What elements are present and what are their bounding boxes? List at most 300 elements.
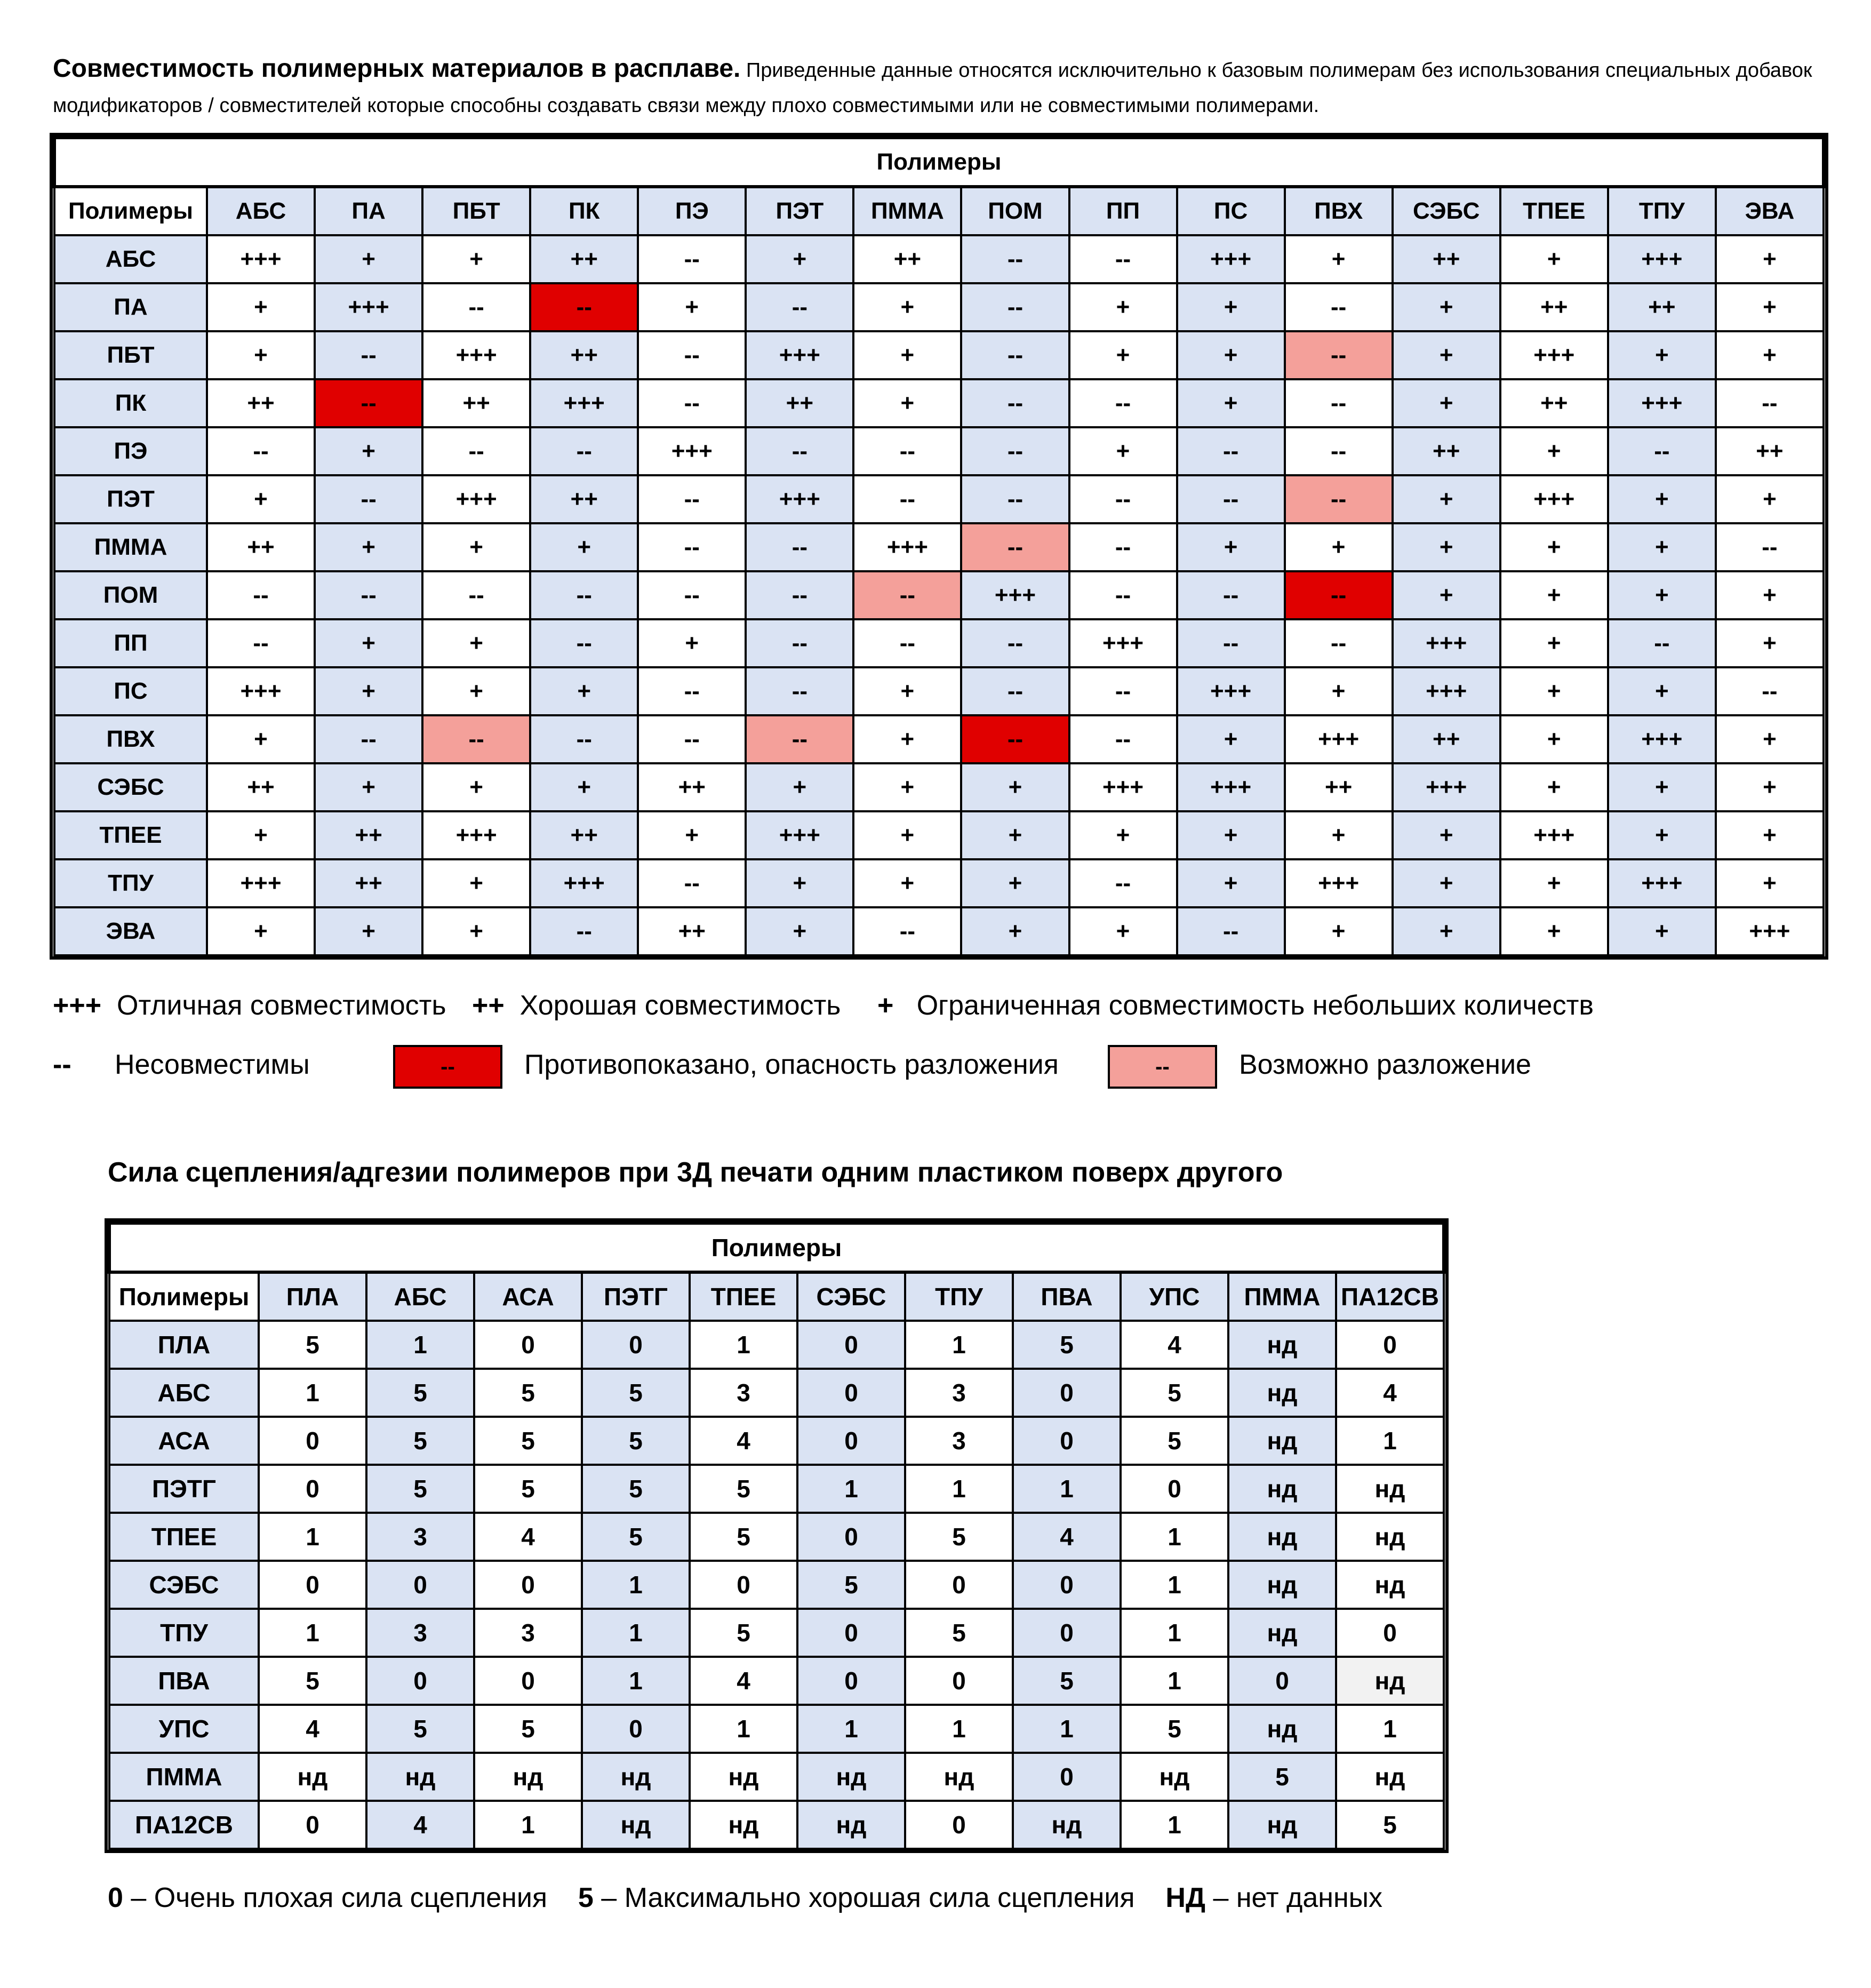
compat-column-header: ПЭТ (746, 187, 853, 235)
table-row (109, 1417, 1444, 1465)
compat-column-header: ЭВА (1716, 187, 1824, 235)
table-cell: + (207, 475, 315, 523)
compat-column-header: ПБТ (422, 187, 530, 235)
table-cell: 5 (1013, 1657, 1121, 1705)
table-cell: + (961, 811, 1069, 859)
table-cell: + (315, 523, 422, 571)
table-cell: 0 (474, 1657, 582, 1705)
table-cell: -- (1716, 523, 1824, 571)
table-cell: + (1500, 571, 1608, 619)
table-cell: -- (530, 571, 638, 619)
table-cell: + (530, 763, 638, 811)
table-row (54, 379, 1824, 427)
table-cell: 4 (259, 1705, 366, 1753)
compat-row-header: ПП (54, 619, 207, 667)
table-cell: 0 (474, 1321, 582, 1369)
table-cell: 0 (259, 1417, 366, 1465)
compat-caption: Полимеры (54, 138, 1824, 187)
table-cell: -- (1069, 235, 1177, 283)
table-cell: -- (853, 571, 961, 619)
table-cell: -- (746, 619, 853, 667)
table-cell: +++ (1069, 619, 1177, 667)
legend-row-2 (53, 1049, 71, 1081)
table-cell: 0 (259, 1465, 366, 1513)
compat-row-header: ПВХ (54, 715, 207, 763)
table-cell: 0 (1336, 1321, 1444, 1369)
table-cell: 5 (259, 1657, 366, 1705)
table-cell: +++ (1177, 667, 1285, 715)
adhesion-legend-5-symbol: 5 (578, 1882, 594, 1913)
adhesion-column-header: ТПУ (905, 1272, 1013, 1321)
adhesion-corner-header: Полимеры (109, 1272, 259, 1321)
table-cell: 1 (259, 1609, 366, 1657)
table-cell: 0 (905, 1801, 1013, 1849)
table-cell: нд (1228, 1417, 1336, 1465)
table-cell: нд (582, 1801, 690, 1849)
table-cell: -- (315, 331, 422, 379)
table-cell: + (530, 667, 638, 715)
table-cell: -- (961, 523, 1069, 571)
table-cell: нд (259, 1753, 366, 1801)
table-cell: ++ (530, 235, 638, 283)
table-cell: + (422, 619, 530, 667)
adhesion-row-header: АСА (109, 1417, 259, 1465)
compat-column-header: АБС (207, 187, 315, 235)
legend-danger (524, 1049, 1059, 1081)
table-cell: 5 (259, 1321, 366, 1369)
table-cell: 5 (905, 1609, 1013, 1657)
table-row (54, 523, 1824, 571)
adhesion-column-header: АБС (366, 1272, 474, 1321)
table-cell: + (1393, 811, 1500, 859)
table-cell: -- (530, 283, 638, 331)
table-cell: 0 (905, 1561, 1013, 1609)
table-cell: 1 (366, 1321, 474, 1369)
table-cell: 3 (366, 1513, 474, 1561)
table-cell: 3 (366, 1609, 474, 1657)
table-cell: + (1500, 667, 1608, 715)
table-cell: + (207, 331, 315, 379)
table-cell: + (1177, 283, 1285, 331)
legend-row-1 (53, 989, 446, 1021)
compat-column-header: ТПУ (1608, 187, 1716, 235)
compat-row-header: ПК (54, 379, 207, 427)
table-cell: -- (1069, 715, 1177, 763)
table-cell: -- (530, 907, 638, 955)
table-cell: ++ (530, 475, 638, 523)
adhesion-row-header: ПЭТГ (109, 1465, 259, 1513)
table-cell: нд (1228, 1321, 1336, 1369)
table-cell: нд (1228, 1561, 1336, 1609)
table-cell: + (1500, 715, 1608, 763)
table-cell: нд (1336, 1513, 1444, 1561)
table-row (109, 1609, 1444, 1657)
table-cell: + (422, 235, 530, 283)
table-row (54, 667, 1824, 715)
compat-table (53, 136, 1825, 956)
table-cell: + (1716, 331, 1824, 379)
table-cell: 1 (690, 1321, 797, 1369)
table-cell: + (1069, 427, 1177, 475)
table-row (54, 619, 1824, 667)
table-cell: 5 (366, 1465, 474, 1513)
legend-good-text: Хорошая совместимость (519, 990, 841, 1021)
table-cell: +++ (207, 859, 315, 907)
adhesion-row-header: ПВА (109, 1657, 259, 1705)
compat-column-header: ПММА (853, 187, 961, 235)
table-cell: + (1393, 379, 1500, 427)
table-cell: + (1177, 715, 1285, 763)
table-cell: -- (1177, 571, 1285, 619)
table-cell: 4 (1121, 1321, 1228, 1369)
table-cell: +++ (1608, 235, 1716, 283)
adhesion-legend-0-text: – Очень плохая сила сцепления (123, 1882, 548, 1913)
table-cell: 4 (366, 1801, 474, 1849)
table-cell: 1 (1013, 1465, 1121, 1513)
table-cell: + (1500, 523, 1608, 571)
table-cell: 0 (1013, 1369, 1121, 1417)
table-cell: + (422, 763, 530, 811)
adhesion-row-header: ТПУ (109, 1609, 259, 1657)
adhesion-column-header: ПА12СВ (1336, 1272, 1444, 1321)
table-row (54, 859, 1824, 907)
table-cell: 4 (690, 1657, 797, 1705)
table-cell: -- (1177, 475, 1285, 523)
table-row (109, 1753, 1444, 1801)
compat-row-header: ПС (54, 667, 207, 715)
table-cell: ++ (207, 763, 315, 811)
compat-column-header: ПП (1069, 187, 1177, 235)
adhesion-row-header: ПА12СВ (109, 1801, 259, 1849)
table-cell: + (422, 907, 530, 955)
table-cell: 0 (797, 1369, 905, 1417)
table-cell: 1 (474, 1801, 582, 1849)
table-cell: -- (961, 715, 1069, 763)
table-row (54, 715, 1824, 763)
table-row (54, 331, 1824, 379)
table-cell: 1 (797, 1705, 905, 1753)
table-cell: 0 (1336, 1609, 1444, 1657)
table-cell: + (1177, 379, 1285, 427)
table-cell: 1 (1336, 1417, 1444, 1465)
legend-possible (1239, 1049, 1531, 1081)
table-cell: -- (422, 571, 530, 619)
table-cell: -- (961, 379, 1069, 427)
table-cell: -- (315, 715, 422, 763)
table-cell: +++ (422, 331, 530, 379)
table-cell: + (1393, 283, 1500, 331)
table-cell: + (853, 283, 961, 331)
table-cell: нд (797, 1753, 905, 1801)
table-cell: 0 (259, 1801, 366, 1849)
table-cell: + (1608, 907, 1716, 955)
table-cell: 5 (1121, 1705, 1228, 1753)
table-row (109, 1465, 1444, 1513)
table-cell: нд (905, 1753, 1013, 1801)
table-cell: -- (1608, 619, 1716, 667)
table-row (54, 571, 1824, 619)
table-cell: -- (1177, 619, 1285, 667)
table-cell: нд (1228, 1465, 1336, 1513)
table-cell: -- (746, 283, 853, 331)
compat-row-header: ПЭТ (54, 475, 207, 523)
table-row (54, 907, 1824, 955)
table-cell: ++ (315, 859, 422, 907)
table-cell: 1 (690, 1705, 797, 1753)
table-cell: 1 (582, 1657, 690, 1705)
table-cell: 1 (259, 1369, 366, 1417)
table-cell: 5 (474, 1369, 582, 1417)
compat-column-header: СЭБС (1393, 187, 1500, 235)
table-cell: +++ (961, 571, 1069, 619)
table-cell: 1 (259, 1513, 366, 1561)
table-cell: 1 (797, 1465, 905, 1513)
table-cell: 5 (582, 1369, 690, 1417)
table-cell: нд (582, 1753, 690, 1801)
table-cell: 5 (1121, 1369, 1228, 1417)
legend-incompatible-text: Несовместимы (115, 1049, 310, 1080)
table-cell: нд (1336, 1753, 1444, 1801)
table-cell: 5 (582, 1417, 690, 1465)
table-cell: +++ (1393, 619, 1500, 667)
table-cell: -- (315, 571, 422, 619)
table-cell: + (1069, 331, 1177, 379)
table-cell: +++ (1069, 763, 1177, 811)
table-cell: + (422, 667, 530, 715)
adhesion-caption: Полимеры (109, 1223, 1444, 1272)
table-cell: 0 (1013, 1753, 1121, 1801)
table-cell: 0 (1013, 1609, 1121, 1657)
table-cell: 1 (582, 1561, 690, 1609)
adhesion-row-header: УПС (109, 1705, 259, 1753)
table-cell: 0 (1013, 1561, 1121, 1609)
adhesion-column-header: ТПЕЕ (690, 1272, 797, 1321)
compat-column-header: ПОМ (961, 187, 1069, 235)
table-cell: 5 (690, 1513, 797, 1561)
table-cell: + (1393, 475, 1500, 523)
table-cell: 5 (905, 1513, 1013, 1561)
table-cell: +++ (1608, 379, 1716, 427)
table-cell: -- (961, 235, 1069, 283)
table-cell: + (1716, 619, 1824, 667)
table-cell: + (207, 811, 315, 859)
table-cell: -- (853, 427, 961, 475)
table-row (109, 1561, 1444, 1609)
table-cell: нд (1228, 1705, 1336, 1753)
table-cell: +++ (1716, 907, 1824, 955)
table-cell: + (1069, 907, 1177, 955)
table-cell: 0 (797, 1657, 905, 1705)
table-cell: 1 (905, 1465, 1013, 1513)
table-cell: -- (315, 475, 422, 523)
table-cell: -- (1285, 379, 1393, 427)
table-cell: 0 (690, 1561, 797, 1609)
legend-incompatible-symbol: -- (53, 1049, 71, 1080)
table-cell: +++ (1177, 763, 1285, 811)
table-cell: -- (1285, 571, 1393, 619)
adhesion-row-header: АБС (109, 1369, 259, 1417)
table-cell: + (530, 523, 638, 571)
table-cell: -- (207, 571, 315, 619)
table-cell: ++ (746, 379, 853, 427)
adhesion-column-header: ПММА (1228, 1272, 1336, 1321)
table-cell: 4 (474, 1513, 582, 1561)
table-cell: нд (690, 1801, 797, 1849)
compat-column-header: ПЭ (638, 187, 746, 235)
compat-row-header: ЭВА (54, 907, 207, 955)
legend-excellent-symbol: +++ (53, 990, 102, 1021)
table-cell: нд (1121, 1753, 1228, 1801)
table-cell: + (1608, 571, 1716, 619)
compat-row-header: ПЭ (54, 427, 207, 475)
table-cell: -- (638, 667, 746, 715)
table-cell: 1 (1121, 1801, 1228, 1849)
table-cell: 0 (1013, 1417, 1121, 1465)
table-cell: нд (474, 1753, 582, 1801)
table-row (54, 427, 1824, 475)
table-cell: 4 (1336, 1369, 1444, 1417)
table-cell: + (1285, 523, 1393, 571)
table-cell: +++ (1177, 235, 1285, 283)
compat-column-header: ПА (315, 187, 422, 235)
table-cell: + (638, 619, 746, 667)
table-cell: + (638, 811, 746, 859)
table-row (109, 1705, 1444, 1753)
table-cell: ++ (1500, 379, 1608, 427)
table-cell: ++ (1500, 283, 1608, 331)
table-cell: 5 (366, 1705, 474, 1753)
adhesion-column-header: ПВА (1013, 1272, 1121, 1321)
legend-possible-text: Возможно разложение (1239, 1049, 1531, 1080)
table-cell: + (1393, 571, 1500, 619)
table-cell: + (1393, 907, 1500, 955)
table-cell: -- (207, 619, 315, 667)
table-cell: -- (746, 571, 853, 619)
legend-excellent-text: Отличная совместимость (117, 990, 446, 1021)
table-cell: -- (638, 379, 746, 427)
adhesion-column-header: ПЭТГ (582, 1272, 690, 1321)
table-cell: + (1500, 907, 1608, 955)
table-row (109, 1513, 1444, 1561)
table-cell: -- (961, 283, 1069, 331)
table-cell: -- (315, 379, 422, 427)
table-cell: -- (1069, 859, 1177, 907)
table-cell: 1 (1121, 1657, 1228, 1705)
table-cell: 5 (582, 1465, 690, 1513)
table-cell: -- (1285, 283, 1393, 331)
compat-column-header: ПС (1177, 187, 1285, 235)
table-cell: + (853, 331, 961, 379)
table-cell: нд (1228, 1801, 1336, 1849)
table-cell: +++ (422, 475, 530, 523)
table-cell: 0 (582, 1321, 690, 1369)
table-cell: + (315, 667, 422, 715)
table-cell: + (422, 523, 530, 571)
table-cell: 3 (905, 1369, 1013, 1417)
table-cell: 5 (1228, 1753, 1336, 1801)
compat-row-header: ТПЕЕ (54, 811, 207, 859)
table-cell: 5 (1121, 1417, 1228, 1465)
table-cell: +++ (530, 379, 638, 427)
table-cell: -- (1177, 907, 1285, 955)
table-cell: + (1716, 763, 1824, 811)
table-cell: +++ (638, 427, 746, 475)
table-cell: + (1716, 571, 1824, 619)
table-cell: нд (1228, 1609, 1336, 1657)
legend-possible-swatch: -- (1108, 1045, 1217, 1089)
table-cell: -- (422, 715, 530, 763)
table-cell: +++ (530, 859, 638, 907)
table-cell: 5 (797, 1561, 905, 1609)
table-cell: + (1177, 859, 1285, 907)
adhesion-legend-0-symbol: 0 (108, 1882, 123, 1913)
compat-row-header: СЭБС (54, 763, 207, 811)
table-row (109, 1321, 1444, 1369)
table-cell: ++ (530, 331, 638, 379)
table-cell: + (1608, 811, 1716, 859)
table-cell: +++ (207, 235, 315, 283)
table-cell: -- (638, 859, 746, 907)
table-cell: ++ (853, 235, 961, 283)
table-cell: нд (1228, 1513, 1336, 1561)
table-cell: -- (1069, 475, 1177, 523)
table-cell: -- (1069, 379, 1177, 427)
table-cell: -- (853, 619, 961, 667)
compat-title-rest: Приведенные данные относятся исключительно к базовым полимерам без использования специальных добавок модификаторов / совместителей которые способны создавать связи между плохо совместимыми или не совместимыми полимерами. (53, 59, 1812, 117)
compat-column-header: ТПЕЕ (1500, 187, 1608, 235)
table-cell: + (315, 907, 422, 955)
compat-column-header: ПК (530, 187, 638, 235)
table-cell: + (1716, 283, 1824, 331)
table-cell: 1 (1013, 1705, 1121, 1753)
table-cell: -- (746, 523, 853, 571)
adhesion-row-header: ПЛА (109, 1321, 259, 1369)
table-cell: 5 (1336, 1801, 1444, 1849)
table-cell: + (1716, 475, 1824, 523)
table-cell: -- (746, 427, 853, 475)
table-cell: 4 (1013, 1513, 1121, 1561)
compat-row-header: ПА (54, 283, 207, 331)
table-cell: 1 (905, 1705, 1013, 1753)
table-row (54, 283, 1824, 331)
table-cell: + (1500, 235, 1608, 283)
table-cell: + (207, 715, 315, 763)
compat-title (53, 51, 1829, 123)
table-cell: + (746, 235, 853, 283)
compat-corner-header: Полимеры (54, 187, 207, 235)
table-cell: 4 (690, 1417, 797, 1465)
table-cell: 3 (690, 1369, 797, 1417)
adhesion-row-header: ПММА (109, 1753, 259, 1801)
table-cell: ++ (315, 811, 422, 859)
legend-good-symbol: ++ (472, 990, 505, 1021)
table-cell: 1 (1121, 1513, 1228, 1561)
table-cell: +++ (1285, 859, 1393, 907)
table-cell: -- (961, 427, 1069, 475)
table-row (54, 235, 1824, 283)
table-cell: 1 (1121, 1609, 1228, 1657)
table-cell: 0 (366, 1561, 474, 1609)
table-cell: -- (961, 619, 1069, 667)
table-cell: нд (797, 1801, 905, 1849)
table-cell: ++ (207, 523, 315, 571)
table-cell: + (1285, 667, 1393, 715)
table-cell: + (853, 859, 961, 907)
table-row (54, 475, 1824, 523)
table-cell: + (1393, 331, 1500, 379)
adhesion-column-header: АСА (474, 1272, 582, 1321)
table-cell: + (1716, 811, 1824, 859)
